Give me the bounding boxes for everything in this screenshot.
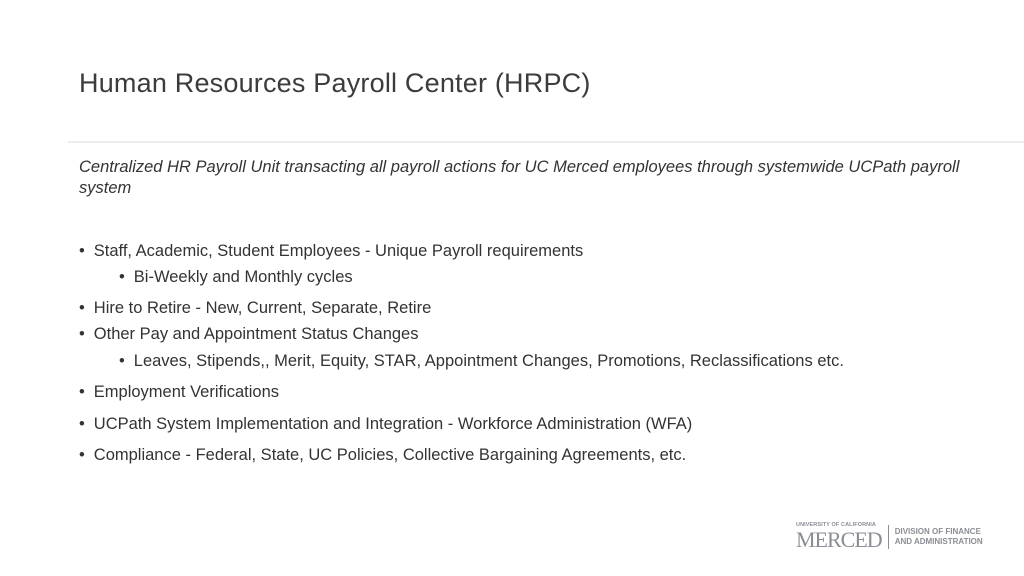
uc-merced-logo — [796, 522, 983, 551]
bullet-text: Bi-Weekly and Monthly cycles — [133, 268, 353, 286]
bullet-icon: • — [79, 242, 85, 260]
bullet-text: Leaves, Stipends,, Merit, Equity, STAR, Appointment Changes, Promotions, Reclassifications etc. — [133, 352, 844, 370]
bullet-text: UCPath System Implementation and Integration - Workforce Administration (WFA) — [93, 415, 693, 433]
logo-wordmark — [796, 522, 882, 551]
slide-title: Human Resources Payroll Center (HRPC) — [79, 68, 591, 98]
bullet-item — [79, 382, 279, 402]
title-divider — [68, 141, 1024, 143]
bullet-text: Other Pay and Appointment Status Changes — [93, 325, 419, 343]
slide-subtitle: Centralized HR Payroll Unit transacting all payroll actions for UC Merced employees through systemwide UCPath payroll system — [79, 158, 960, 197]
bullet-icon: • — [119, 268, 125, 286]
logo-division-line2: AND ADMINISTRATION — [894, 536, 983, 546]
bullet-icon: • — [79, 446, 85, 464]
bullet-text: Compliance - Federal, State, UC Policies, Collective Bargaining Agreements, etc. — [93, 446, 687, 464]
bullet-item — [79, 298, 431, 318]
bullet-icon: • — [79, 383, 85, 401]
bullet-text: Hire to Retire - New, Current, Separate, Retire — [93, 299, 432, 317]
bullet-icon: • — [79, 415, 85, 433]
logo-division-line1: DIVISION OF FINANCE — [894, 526, 981, 536]
bullet-icon: • — [119, 352, 125, 370]
bullet-text: Employment Verifications — [93, 383, 280, 401]
bullet-item — [79, 241, 583, 261]
bullet-text: Staff, Academic, Student Employees - Unique Payroll requirements — [93, 242, 584, 260]
logo-division — [895, 527, 983, 547]
logo-university: UNIVERSITY OF CALIFORNIA — [796, 522, 876, 528]
sub-bullet-item — [119, 351, 844, 371]
bullet-icon: • — [79, 325, 85, 343]
bullet-item — [79, 324, 419, 344]
logo-campus: MERCED — [796, 527, 882, 552]
bullet-item — [79, 414, 692, 434]
bullet-icon: • — [79, 299, 85, 317]
bullet-item — [79, 445, 686, 465]
logo-separator — [888, 525, 889, 549]
sub-bullet-item — [119, 267, 353, 287]
